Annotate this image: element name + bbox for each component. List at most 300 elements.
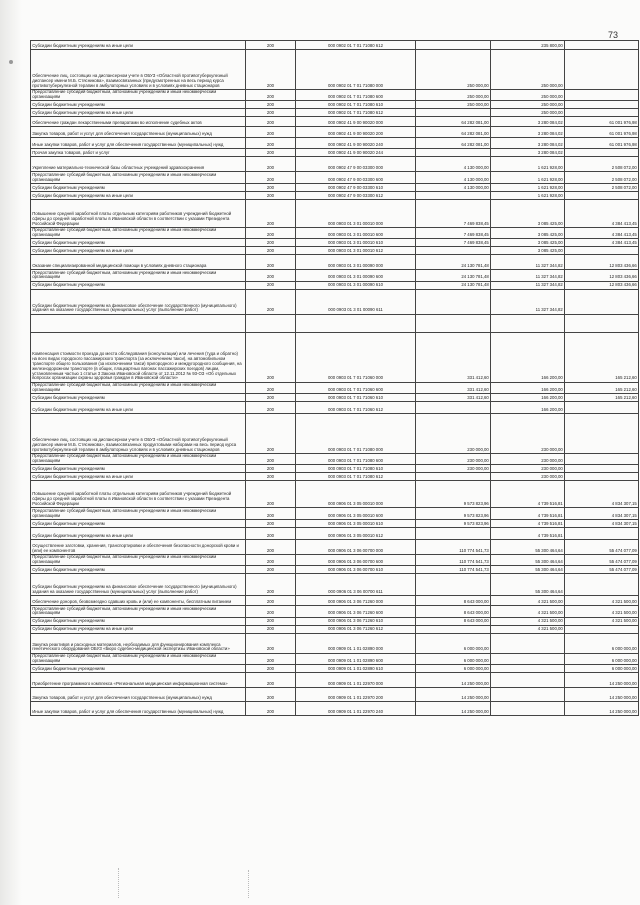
row-executed-cell: 166 200,00	[491, 382, 565, 393]
row-kbk-cell: 000 0903 01 7 01 71080 610	[296, 465, 416, 473]
table-row	[31, 227, 639, 238]
row-kbk-cell: 000 0906 01 3 06 71260 610	[296, 617, 416, 625]
row-approved-cell: 7 469 838,45	[416, 227, 491, 238]
table-row	[31, 289, 639, 314]
row-name-cell: Субсидии бюджетным учреждениям на иные цели	[31, 402, 246, 414]
row-approved-cell: 110 774 541,73	[416, 554, 491, 565]
row-approved-cell	[416, 247, 491, 255]
table-row	[31, 281, 639, 289]
row-name-cell: Субсидии бюджетным учреждениям	[31, 183, 246, 191]
row-kbk-cell: 000 0906 01 3 05 00010 610	[296, 519, 416, 527]
table-row	[31, 688, 639, 702]
row-remainder-cell: 14 250 000,00	[565, 673, 639, 688]
row-executed-cell: 3 085 425,00	[491, 227, 565, 238]
table-row	[31, 574, 639, 596]
row-remainder-cell: 14 250 000,00	[565, 688, 639, 702]
row-code-cell: 200	[246, 270, 296, 281]
table-row	[31, 109, 639, 117]
table-row	[31, 606, 639, 617]
row-kbk-cell: 000 0903 01 3 01 00090 610	[296, 281, 416, 289]
row-remainder-cell: 2 508 072,00	[565, 157, 639, 172]
row-remainder-cell: 165 212,60	[565, 332, 639, 382]
row-executed-cell: 235 800,00	[491, 41, 565, 50]
row-remainder-cell	[565, 191, 639, 199]
row-code-cell: 200	[246, 138, 296, 149]
row-executed-cell: 230 000,00	[491, 454, 565, 465]
table-row	[31, 101, 639, 109]
table-row	[31, 539, 639, 554]
row-approved-cell: 14 250 000,00	[416, 702, 491, 716]
scan-artifact-mark	[118, 868, 119, 898]
row-executed-cell: 3 280 084,02	[491, 117, 565, 127]
row-name-cell: Повышение средней заработной платы отдельным категориям работников учреждений бюджетной сферы до средней заработной платы в Ивановской области в соответствии с указами Президента Российской Федерации	[31, 481, 246, 508]
budget-execution-table	[30, 40, 639, 716]
row-code-cell: 200	[246, 596, 296, 606]
row-remainder-cell: 55 474 077,09	[565, 566, 639, 574]
table-row	[31, 191, 639, 199]
table-row	[31, 653, 639, 664]
row-approved-cell: 4 130 000,00	[416, 172, 491, 183]
row-code-cell: 200	[246, 465, 296, 473]
row-executed-cell	[491, 314, 565, 332]
table-row	[31, 50, 639, 90]
row-remainder-cell	[565, 314, 639, 332]
row-remainder-cell: 12 803 436,66	[565, 255, 639, 270]
row-name-cell: Предоставление субсидий бюджетным, автономным учреждениям и иным некоммерческим организациям	[31, 554, 246, 565]
row-remainder-cell: 165 212,60	[565, 382, 639, 393]
table-row	[31, 394, 639, 402]
row-kbk-cell: 000 0902 01 7 01 71080 612	[296, 109, 416, 117]
row-remainder-cell: 4 834 307,15	[565, 519, 639, 527]
row-executed-cell: 4 321 500,00	[491, 596, 565, 606]
row-code-cell: 200	[246, 394, 296, 402]
row-code-cell: 200	[246, 414, 296, 454]
row-code-cell: 200	[246, 172, 296, 183]
table-row	[31, 625, 639, 633]
row-kbk-cell: 000 0903 01 3 01 00010 000	[296, 199, 416, 227]
row-remainder-cell: 165 212,60	[565, 394, 639, 402]
table-row	[31, 414, 639, 454]
row-kbk-cell: 000 0903 01 3 01 00010 610	[296, 239, 416, 247]
row-name-cell: Предоставление субсидий бюджетным, автономным учреждениям и иным некоммерческим организациям	[31, 454, 246, 465]
row-kbk-cell: 000 0903 01 7 01 71060 612	[296, 402, 416, 414]
row-remainder-cell: 4 384 413,45	[565, 199, 639, 227]
row-approved-cell: 110 774 541,73	[416, 539, 491, 554]
row-code-cell: 200	[246, 473, 296, 481]
row-code-cell: 200	[246, 281, 296, 289]
row-code-cell: 200	[246, 454, 296, 465]
row-name-cell: Обеспечение лиц, состоящих на диспансерном учете в ОБУЗ «Областной противотуберкулезный диспансер имени М.Б. Стясникова», взаимосвязанных продуктовыми наборами на весь период курса противотуберкулезной терапии в амбулаторных условиях и в условиях дневных стационаров	[31, 414, 246, 454]
row-code-cell: 200	[246, 127, 296, 138]
row-remainder-cell: 12 803 436,66	[565, 281, 639, 289]
row-remainder-cell: 6 000 000,00	[565, 665, 639, 673]
row-code-cell: 200	[246, 149, 296, 157]
row-name-cell: Прочая закупка товаров, работ и услуг	[31, 149, 246, 157]
row-remainder-cell	[565, 41, 639, 50]
row-kbk-cell: 000 0902 41 9 00 90020 244	[296, 149, 416, 157]
row-kbk-cell: 000 0902 01 7 01 71080 000	[296, 50, 416, 90]
row-remainder-cell: 2 508 072,00	[565, 172, 639, 183]
table-row	[31, 41, 639, 50]
row-approved-cell: 6 000 000,00	[416, 633, 491, 653]
row-name-cell: Иные закупки товаров, работ и услуг для обеспечения государственных (муниципальных) нужд	[31, 138, 246, 149]
row-code-cell: 200	[246, 402, 296, 414]
row-executed-cell: 1 621 928,00	[491, 183, 565, 191]
row-approved-cell	[416, 191, 491, 199]
row-name-cell: Укрепление материально-технической базы областных учреждений здравоохранения	[31, 157, 246, 172]
row-name-cell: Субсидии бюджетным учреждениям на иные цели	[31, 109, 246, 117]
row-remainder-cell	[565, 465, 639, 473]
row-name-cell: Закупка товаров, работ и услуг для обеспечения государственных (муниципальных) нужд	[31, 127, 246, 138]
row-code-cell: 200	[246, 41, 296, 50]
row-executed-cell: 4 321 500,00	[491, 625, 565, 633]
row-remainder-cell	[565, 527, 639, 539]
row-code-cell: 200	[246, 157, 296, 172]
row-kbk-cell: 000 0902 47 9 00 03300 600	[296, 172, 416, 183]
row-approved-cell: 24 130 781,48	[416, 270, 491, 281]
row-kbk-cell: 000 0902 41 9 00 90020 240	[296, 138, 416, 149]
row-remainder-cell: 6 000 000,00	[565, 633, 639, 653]
row-executed-cell: 250 000,00	[491, 101, 565, 109]
table-row	[31, 596, 639, 606]
row-kbk-cell: 000 0909 01 1 01 02890 000	[296, 633, 416, 653]
row-code-cell: 200	[246, 117, 296, 127]
row-kbk-cell: 000 0902 01 7 01 71080 612	[296, 41, 416, 50]
row-executed-cell: 3 085 425,00	[491, 239, 565, 247]
row-kbk-cell: 000 0902 01 7 01 71080 610	[296, 101, 416, 109]
row-executed-cell: 55 300 464,64	[491, 539, 565, 554]
row-executed-cell: 1 621 928,00	[491, 157, 565, 172]
row-executed-cell: 4 739 516,81	[491, 481, 565, 508]
row-executed-cell: 4 739 516,81	[491, 508, 565, 519]
row-approved-cell: 8 643 000,00	[416, 617, 491, 625]
row-name-cell: Предоставление субсидий бюджетным, автономным учреждениям и иным некоммерческим организациям	[31, 227, 246, 238]
row-name-cell: Обеспечение доноров, безвозмездно сдавших кровь и (или) ее компоненты, бесплатным питанием	[31, 596, 246, 606]
row-name-cell: Субсидии бюджетным учреждениям	[31, 665, 246, 673]
row-name-cell: Субсидии бюджетным учреждениям	[31, 566, 246, 574]
row-kbk-cell	[296, 314, 416, 332]
row-name-cell: Предоставление субсидий бюджетным, автономным учреждениям и иным некоммерческим организациям	[31, 270, 246, 281]
row-approved-cell: 250 000,00	[416, 50, 491, 90]
row-name-cell: Повышение средней заработной платы отдельным категориям работников учреждений бюджетной сферы до средней заработной платы в Ивановской области в соответствии с указами Президента Российской Федерации	[31, 199, 246, 227]
row-executed-cell: 3 085 425,00	[491, 199, 565, 227]
table-row	[31, 332, 639, 382]
row-code-cell: 200	[246, 606, 296, 617]
row-approved-cell: 7 469 838,45	[416, 239, 491, 247]
row-name-cell: Обеспечение лиц, состоящих на диспансерном учете в ОБУЗ «Областной противотуберкулезный диспансер имени М.Б. Стясникова», взаимосвязанных (предусмотренных на весь период курса противотуберкулезной терапии в амбулаторных условиях и в условиях дневных стационаров	[31, 50, 246, 90]
row-name-cell: Предоставление субсидий бюджетным, автономным учреждениям и иным некоммерческим организациям	[31, 90, 246, 101]
row-executed-cell: 166 200,00	[491, 402, 565, 414]
table-row	[31, 527, 639, 539]
row-name-cell: Предоставление субсидий бюджетным, автономным учреждениям и иным некоммерческим организациям	[31, 172, 246, 183]
row-code-cell: 200	[246, 625, 296, 633]
row-name-cell: Осуществление заготовки, хранения, транспортировки и обеспечения безопасности донорской крови и (или) ее компонентов	[31, 539, 246, 554]
table-row	[31, 247, 639, 255]
row-approved-cell	[416, 109, 491, 117]
table-gap-row	[31, 314, 639, 332]
row-name-cell: Субсидии бюджетным учреждениям на финансовое обеспечение государственного (муниципального) задания на оказание государственных (муниципальных) услуг (выполнение работ)	[31, 289, 246, 314]
table-row	[31, 138, 639, 149]
row-kbk-cell: 000 0906 01 3 06 71260 000	[296, 596, 416, 606]
row-executed-cell: 1 621 928,00	[491, 191, 565, 199]
row-name-cell: Субсидии бюджетным учреждениям на иные цели	[31, 247, 246, 255]
row-executed-cell	[491, 673, 565, 688]
row-kbk-cell: 000 0909 01 1 01 22970 240	[296, 702, 416, 716]
row-kbk-cell: 000 0902 47 9 00 03300 612	[296, 191, 416, 199]
row-name-cell: Субсидии бюджетным учреждениям	[31, 519, 246, 527]
row-kbk-cell: 000 0909 01 1 01 22970 200	[296, 688, 416, 702]
row-remainder-cell: 4 384 413,45	[565, 227, 639, 238]
row-name-cell: Субсидии бюджетным учреждениям	[31, 101, 246, 109]
row-name-cell: Субсидии бюджетным учреждениям на иные цели	[31, 191, 246, 199]
row-code-cell: 200	[246, 702, 296, 716]
row-remainder-cell: 55 474 077,09	[565, 539, 639, 554]
row-name-cell: Предоставление субсидий бюджетным, автономным учреждениям и иным некоммерческим организациям	[31, 653, 246, 664]
row-remainder-cell	[565, 50, 639, 90]
row-remainder-cell: 4 321 500,00	[565, 596, 639, 606]
row-code-cell: 200	[246, 227, 296, 238]
table-row	[31, 508, 639, 519]
row-executed-cell	[491, 653, 565, 664]
row-name-cell: Субсидии бюджетным учреждениям на финансовое обеспечение государственного (муниципального) задания на оказание государственных (муниципальных) услуг (выполнение работ)	[31, 574, 246, 596]
row-kbk-cell: 000 0903 01 7 01 71080 612	[296, 473, 416, 481]
row-approved-cell: 8 643 000,00	[416, 606, 491, 617]
row-remainder-cell	[565, 454, 639, 465]
row-approved-cell: 7 469 838,45	[416, 199, 491, 227]
row-executed-cell: 4 739 516,81	[491, 519, 565, 527]
table-row	[31, 382, 639, 393]
row-approved-cell	[416, 625, 491, 633]
row-code-cell: 200	[246, 90, 296, 101]
row-approved-cell: 331 412,60	[416, 332, 491, 382]
row-code-cell: 200	[246, 566, 296, 574]
row-kbk-cell: 000 0906 01 3 06 00700 000	[296, 539, 416, 554]
row-approved-cell	[416, 574, 491, 596]
table-row	[31, 633, 639, 653]
row-remainder-cell	[565, 625, 639, 633]
row-executed-cell: 230 000,00	[491, 414, 565, 454]
table-row	[31, 665, 639, 673]
row-approved-cell: 6 000 000,00	[416, 653, 491, 664]
row-executed-cell: 1 621 928,00	[491, 172, 565, 183]
row-name-cell: Субсидии бюджетным учреждениям на иные цели	[31, 41, 246, 50]
table-row	[31, 255, 639, 270]
row-approved-cell: 4 130 000,00	[416, 183, 491, 191]
row-name-cell: Субсидии бюджетным учреждениям	[31, 281, 246, 289]
row-kbk-cell: 000 0909 01 1 01 02890 610	[296, 665, 416, 673]
row-code-cell: 200	[246, 665, 296, 673]
row-kbk-cell: 000 0906 01 3 06 00700 600	[296, 554, 416, 565]
row-kbk-cell: 000 0903 01 3 01 00010 612	[296, 247, 416, 255]
row-remainder-cell	[565, 149, 639, 157]
row-code-cell: 200	[246, 183, 296, 191]
table-row	[31, 473, 639, 481]
table-row	[31, 270, 639, 281]
row-executed-cell: 250 000,00	[491, 50, 565, 90]
row-name-cell: Компенсация стоимости проезда до места обследования (консультации) или лечения (туда и обратно) на всех видах городского пассажирского транспорта (за исключением такси), на автомобильном транспорте общего пользования (за исключением такси) пригородного и междугородного сообщения, на железнодорожном транспорте (в общих, плацкартных вагонах пассажирских поездов) лицам, установленным частью 1 статьи 3 Закона Ивановской области от 12.11.2012 № 93-ОЗ «Об отдельных вопросах организации охраны здоровья граждан в Ивановской области»	[31, 332, 246, 382]
row-remainder-cell: 4 321 500,00	[565, 617, 639, 625]
row-remainder-cell	[565, 101, 639, 109]
table-row	[31, 90, 639, 101]
table-row	[31, 554, 639, 565]
row-remainder-cell: 4 834 307,15	[565, 481, 639, 508]
row-executed-cell: 3 085 425,00	[491, 247, 565, 255]
table-row	[31, 702, 639, 716]
row-code-cell: 200	[246, 50, 296, 90]
row-executed-cell	[491, 688, 565, 702]
binder-hole-mark	[9, 60, 13, 64]
row-executed-cell: 3 280 084,02	[491, 149, 565, 157]
row-code-cell: 200	[246, 239, 296, 247]
row-code-cell: 200	[246, 653, 296, 664]
row-name-cell: Предоставление субсидий бюджетным, автономным учреждениям и иным некоммерческим организациям	[31, 508, 246, 519]
row-name-cell: Субсидии бюджетным учреждениям на иные цели	[31, 473, 246, 481]
row-executed-cell: 250 000,00	[491, 109, 565, 117]
row-name-cell: Закупка реактивов и расходных материалов, необходимых для функционирования комплекса генетического оборудования ОБУЗ «Бюро судебно-медицинской экспертизы Ивановской области»	[31, 633, 246, 653]
row-executed-cell: 4 321 500,00	[491, 606, 565, 617]
row-executed-cell	[491, 665, 565, 673]
row-approved-cell: 110 774 541,73	[416, 566, 491, 574]
row-remainder-cell: 14 250 000,00	[565, 702, 639, 716]
row-remainder-cell: 2 508 072,00	[565, 183, 639, 191]
row-kbk-cell: 000 0902 01 7 01 71080 600	[296, 90, 416, 101]
row-kbk-cell: 000 0906 01 3 05 00010 600	[296, 508, 416, 519]
row-approved-cell: 250 000,00	[416, 90, 491, 101]
table-row	[31, 172, 639, 183]
row-code-cell: 200	[246, 633, 296, 653]
row-name-cell: Субсидии бюджетным учреждениям	[31, 394, 246, 402]
row-code-cell	[246, 314, 296, 332]
row-executed-cell: 11 327 344,82	[491, 281, 565, 289]
row-executed-cell: 250 000,00	[491, 90, 565, 101]
row-executed-cell: 11 327 344,82	[491, 289, 565, 314]
row-executed-cell: 3 280 084,02	[491, 127, 565, 138]
row-remainder-cell	[565, 414, 639, 454]
row-remainder-cell: 6 000 000,00	[565, 653, 639, 664]
row-approved-cell: 4 130 000,00	[416, 157, 491, 172]
row-kbk-cell: 000 0903 01 3 01 00090 611	[296, 289, 416, 314]
row-remainder-cell	[565, 289, 639, 314]
table-row	[31, 617, 639, 625]
row-approved-cell: 230 000,00	[416, 414, 491, 454]
row-kbk-cell: 000 0909 01 1 01 22970 000	[296, 673, 416, 688]
row-approved-cell: 6 000 000,00	[416, 665, 491, 673]
row-kbk-cell: 000 0902 47 9 00 03300 610	[296, 183, 416, 191]
row-approved-cell: 331 412,60	[416, 394, 491, 402]
row-name-cell: Закупка товаров, работ и услуг для обеспечения государственных (муниципальных) нужд	[31, 688, 246, 702]
row-executed-cell: 230 000,00	[491, 465, 565, 473]
row-remainder-cell: 61 001 976,98	[565, 117, 639, 127]
row-approved-cell: 8 643 000,00	[416, 596, 491, 606]
row-executed-cell: 4 321 500,00	[491, 617, 565, 625]
row-name-cell: Иные закупки товаров, работ и услуг для обеспечения государственных (муниципальных) нужд	[31, 702, 246, 716]
table-row	[31, 481, 639, 508]
row-kbk-cell: 000 0903 01 7 01 71060 000	[296, 332, 416, 382]
table-row	[31, 149, 639, 157]
row-remainder-cell	[565, 90, 639, 101]
row-name-cell: Приобретение программного комплекса «Региональная медицинская информационная система»	[31, 673, 246, 688]
row-kbk-cell: 000 0902 47 9 00 03300 000	[296, 157, 416, 172]
table-body	[31, 41, 639, 716]
row-name-cell: Субсидии бюджетным учреждениям на иные цели	[31, 625, 246, 633]
row-code-cell: 200	[246, 481, 296, 508]
row-approved-cell: 9 573 823,96	[416, 519, 491, 527]
row-kbk-cell: 000 0903 01 7 01 71060 610	[296, 394, 416, 402]
table-row	[31, 673, 639, 688]
row-kbk-cell: 000 0906 01 3 06 71260 600	[296, 606, 416, 617]
row-approved-cell	[416, 289, 491, 314]
row-executed-cell	[491, 633, 565, 653]
row-remainder-cell: 4 834 307,15	[565, 508, 639, 519]
table-row	[31, 566, 639, 574]
row-remainder-cell: 61 001 976,98	[565, 138, 639, 149]
row-name-cell: Обеспечение граждан лекарственными препаратами во исполнение судебных актов	[31, 117, 246, 127]
row-code-cell: 200	[246, 382, 296, 393]
row-code-cell: 200	[246, 247, 296, 255]
row-code-cell: 200	[246, 673, 296, 688]
scan-artifact-mark	[248, 870, 249, 898]
row-remainder-cell	[565, 109, 639, 117]
row-approved-cell: 24 130 781,48	[416, 255, 491, 270]
row-name-cell: Субсидии бюджетным учреждениям на иные цели	[31, 527, 246, 539]
row-remainder-cell	[565, 473, 639, 481]
row-code-cell: 200	[246, 255, 296, 270]
row-approved-cell: 64 282 081,00	[416, 138, 491, 149]
table-row	[31, 239, 639, 247]
row-executed-cell: 4 739 516,81	[491, 527, 565, 539]
row-code-cell: 200	[246, 109, 296, 117]
row-code-cell: 200	[246, 519, 296, 527]
table-row	[31, 519, 639, 527]
row-kbk-cell: 000 0903 01 7 01 71080 600	[296, 454, 416, 465]
row-kbk-cell: 000 0906 01 3 06 00700 611	[296, 574, 416, 596]
row-approved-cell: 64 282 081,00	[416, 117, 491, 127]
page-number: 73	[608, 30, 619, 40]
table-row	[31, 454, 639, 465]
row-approved-cell	[416, 402, 491, 414]
table-row	[31, 199, 639, 227]
row-code-cell: 200	[246, 574, 296, 596]
row-code-cell: 200	[246, 527, 296, 539]
row-approved-cell: 64 282 081,00	[416, 127, 491, 138]
row-approved-cell: 9 573 823,96	[416, 508, 491, 519]
scan-edge-shadow	[0, 0, 22, 905]
row-name-cell: Предоставление субсидий бюджетным, автономным учреждениям и иным некоммерческим организациям	[31, 606, 246, 617]
row-remainder-cell: 4 321 500,00	[565, 606, 639, 617]
row-name-cell: Субсидии бюджетным учреждениям	[31, 465, 246, 473]
row-remainder-cell	[565, 402, 639, 414]
row-remainder-cell	[565, 247, 639, 255]
row-approved-cell: 230 000,00	[416, 454, 491, 465]
row-remainder-cell: 12 803 436,66	[565, 270, 639, 281]
row-code-cell: 200	[246, 554, 296, 565]
row-name-cell: Субсидии бюджетным учреждениям	[31, 239, 246, 247]
row-executed-cell: 166 200,00	[491, 332, 565, 382]
row-code-cell: 200	[246, 101, 296, 109]
row-code-cell: 200	[246, 289, 296, 314]
row-approved-cell	[416, 527, 491, 539]
row-approved-cell	[416, 41, 491, 50]
row-code-cell: 200	[246, 332, 296, 382]
row-remainder-cell: 4 384 413,45	[565, 239, 639, 247]
table-row	[31, 465, 639, 473]
row-name-cell	[31, 314, 246, 332]
row-remainder-cell	[565, 574, 639, 596]
row-kbk-cell: 000 0906 01 3 05 00010 612	[296, 527, 416, 539]
row-kbk-cell: 000 0903 01 7 01 71060 600	[296, 382, 416, 393]
table-row	[31, 157, 639, 172]
row-code-cell: 200	[246, 508, 296, 519]
